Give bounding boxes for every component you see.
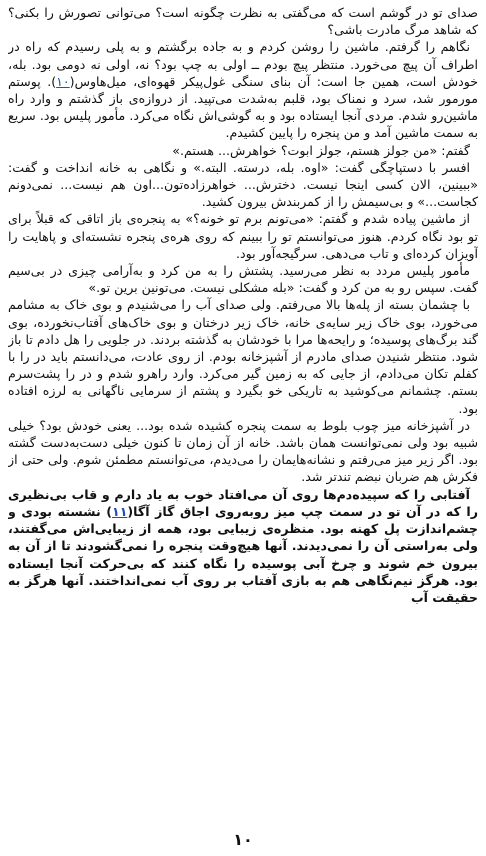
page-body bbox=[8, 4, 478, 804]
paragraph-text: در آشپزخانه میز چوب بلوط به سمت پنجره کشیده شده بود... یعنی خودش بود؟ خیلی شبیه بود ولی نمی‌توانست همان باشد. خانه از آن زمان تا کنون خیلی دست‌به‌دست گشته بود. اگر زیر میز می‌رفتم و نشانه‌هایمان را می‌دیدم، می‌توانستم مطمئن شوم. ولی حتی از فکرش هم ضربان نبضم تندتر شد. bbox=[8, 417, 478, 485]
paragraph-2 bbox=[8, 38, 478, 141]
paragraph-text: مأمور پلیس مردد به نظر می‌رسید. پشتش را به من کرد و به‌آرامی چیزی در بی‌سیم گفت. سپس رو به من کرد و گفت: «بله مشکلی نیست. می‌تونین برین تو.» bbox=[8, 263, 478, 296]
paragraph-7 bbox=[8, 296, 478, 416]
paragraph-8 bbox=[8, 417, 478, 486]
paragraph-9 bbox=[8, 486, 478, 606]
paragraph-text: نگاهم را گرفتم. ماشین را روشن کردم و به جاده برگشتم و به پلی رسیدم که راه در اطراف آن پیچ می‌خورد. منتظر پیچ بودم ــ اولی به چپ بود؟ نه، اولی نه دومی بود. بله، خودش است، همین جا است: آن بنای سنگی غول‌پیکر قهوه‌ای، میل‌هاوس( bbox=[8, 39, 478, 89]
paragraph-text: ). پوستم مورمور شد، سرد و نمناک بود، قلبم به‌شدت می‌تپید. از دروازه‌ی باز گذشتم و وارد راه ماشین‌رو شدم. مردی آنجا ایستاده بود و به گوشی‌اش نگاه می‌کرد. مأمور پلیس بود. سریع به سمت ماشین آمد و من پنجره را پایین کشیدم. bbox=[8, 73, 478, 141]
footnote-link-10[interactable]: ۱۰ bbox=[56, 73, 70, 89]
paragraph-text: ) نشسته بودی و چشم‌اندازت پل کهنه بود. منظره‌ی زیبایی بود، همه از زیبایی‌اش می‌گفتند، ولی به‌راستی آن را نمی‌دیدند. آنها هیچ‌وقت پنجره را نمی‌گشودند تا از آن به بیرون خم شوند و چرخ آبی پوسیده را نگاه کنند که بی‌حرکت آنجا ایستاده بود. هرگز نیم‌نگاهی هم به بازی آفتاب بر روی آب نمی‌انداختند. آنها هرگز به حقیقت آب bbox=[8, 503, 478, 605]
paragraph-5 bbox=[8, 210, 478, 262]
paragraph-6 bbox=[8, 262, 478, 296]
paragraph-text: صدای تو در گوشم است که می‌گفتی به نظرت چگونه است؟ می‌توانی تصورش را بکنی؟ که شاهد مرگ مادرت باشی؟ bbox=[8, 5, 478, 38]
paragraph-text: از ماشین پیاده شدم و گفتم: «می‌تونم برم تو خونه؟» به پنجره‌ی باز اتاقی که قبلاً برای تو بود نگاه کردم. هنوز می‌توانستم تو را ببینم که روی هره‌ی پنجره نشسته‌ای و پاهایت را آویزان کرده‌ای و تاب می‌دهی. سرگیجه‌آور بود. bbox=[8, 211, 478, 261]
paragraph-3 bbox=[8, 142, 478, 159]
paragraph-text: آفتابی را که سپیده‌دم‌ها روی آن می‌افتاد خوب به یاد دارم و قاب بی‌نظیری را که در آن تو در سمت چپ میز روبه‌روی اجاق گاز آگا( bbox=[8, 486, 478, 519]
paragraph-text: افسر با دستپاچگی گفت: «اوه. بله، درسته. البته.» و نگاهی به خانه انداخت و گفت: «ببینین، الان کسی اینجا نیست. دخترش... خواهرزاده‌تون...اون هم نیست... نمی‌دونم کجاست...» و بی‌سیمش را از کمربندش بیرون کشید. bbox=[8, 159, 478, 210]
page-number: ۱۰ bbox=[233, 830, 253, 849]
footnote-link-11[interactable]: ۱۱ bbox=[112, 503, 128, 519]
paragraph-text: گفتم: «من جولز هستم، جولز ابوت؟ خواهرش... هستم.» bbox=[172, 142, 470, 158]
paragraph-text: با چشمان بسته از پله‌ها بالا می‌رفتم. ولی صدای آب را می‌شنیدم و بوی خاک به مشامم می‌خورد، بوی خاک زیر سایه‌ی خانه، خاک زیر درختان و بوی خاک‌های آفتاب‌نخورده، بوی گند برگ‌های پوسیده؛ و رایحه‌ها مرا با خودشان به گذشته بردند. در جلویی را هل دادم تا باز شود. منتظر شنیدن صدای مادرم از آشپزخانه بودم. از روی عادت، می‌دانستم باید در را با کفلم تکان می‌دادم، از جایی که به زمین گیر می‌کرد. وارد راهرو شدم و در را پشت‌سرم بستم. چشمانم می‌کوشید به تاریکی خو بگیرد و پشتم از سرمایی ناگهانی به لرزه افتاده بود. bbox=[8, 297, 478, 416]
paragraph-4 bbox=[8, 159, 478, 211]
paragraph-1 bbox=[8, 4, 478, 38]
